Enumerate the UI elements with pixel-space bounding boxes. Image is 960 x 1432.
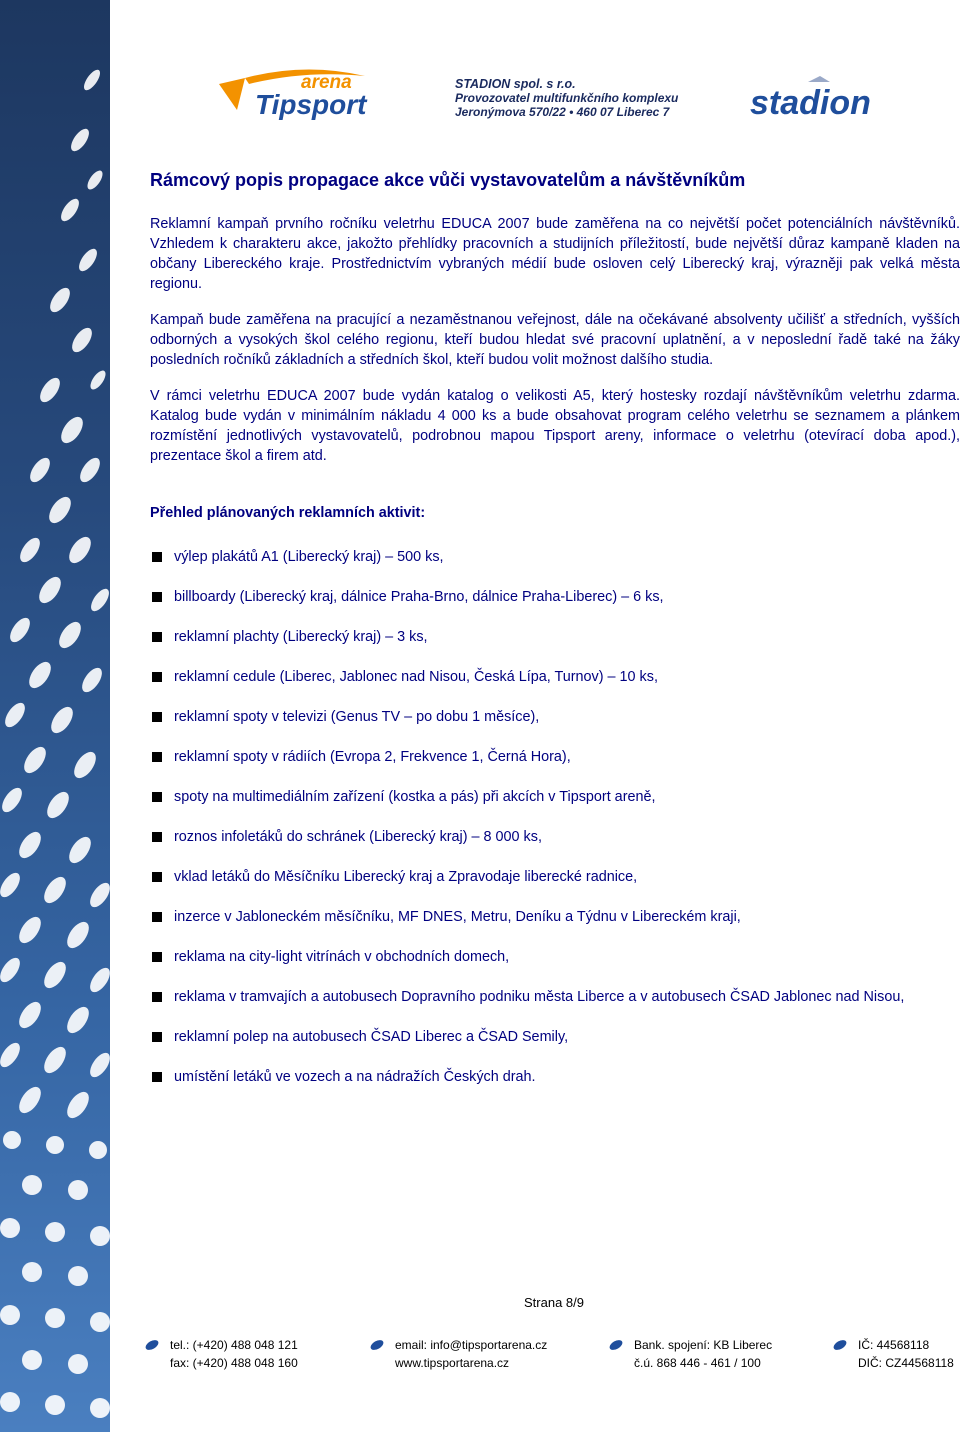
footer-ids (858, 1336, 954, 1372)
company-line-2: Provozovatel multifunkčního komplexu (455, 91, 679, 105)
bullet-square-icon (152, 1032, 162, 1042)
bullet-square-icon (152, 712, 162, 722)
footer-fax: fax: (+420) 488 048 160 (170, 1356, 298, 1370)
bullet-square-icon (152, 632, 162, 642)
paragraph-catalog: V rámci veletrhu EDUCA 2007 bude vydán katalog o velikosti A5, který hostesky rozdají návštěvníkům veletrhu zdarma. Katalog bude vydán v minimálním nákladu 4 000 ks a bude obsahovat program celého veletrhu se seznamem a plánkem rozmístění jednotlivých vystavovatelů, podrobnou mapou Tipsport areny, informace o veletrhu (otevírací doba apod.), prezentace škol a firem atd. (150, 388, 960, 464)
bullet-square-icon (152, 832, 162, 842)
stadion-logo (748, 74, 903, 122)
list-item: roznos infoletáků do schránek (Liberecký kraj) – 8 000 ks, (150, 827, 960, 847)
list-item: spoty na multimediálním zařízení (kostka a pás) při akcích v Tipsport areně, (150, 787, 960, 807)
list-item: inzerce v Jabloneckém měsíčníku, MF DNES, Metru, Deníku a Týdnu v Libereckém kraji, (150, 907, 960, 927)
list-item: reklamní spoty v rádiích (Evropa 2, Frekvence 1, Černá Hora), (150, 747, 960, 767)
document-body (150, 168, 960, 1107)
footer-website[interactable]: www.tipsportarena.cz (395, 1356, 510, 1370)
list-item: výlep plakátů A1 (Liberecký kraj) – 500 ks, (150, 547, 960, 567)
list-item: reklama na city-light vitrínách v obchodních domech, (150, 947, 960, 967)
leaf-bullet-icon (369, 1338, 385, 1352)
list-item: reklamní plachty (Liberecký kraj) – 3 ks, (150, 627, 960, 647)
list-item: billboardy (Liberecký kraj, dálnice Praha-Brno, dálnice Praha-Liberec) – 6 ks, (150, 587, 960, 607)
list-item: umístění letáků ve vozech a na nádražích Českých drah. (150, 1067, 960, 1087)
footer-account: č.ú. 868 446 - 461 / 100 (634, 1356, 761, 1370)
arena-tipsport-logo (215, 66, 375, 124)
company-address: Jeronýmova 570/22 • 460 07 Liberec 7 (455, 105, 670, 119)
footer-bank (634, 1336, 772, 1372)
bullet-square-icon (152, 912, 162, 922)
bullet-square-icon (152, 592, 162, 602)
footer-email[interactable]: email: info@tipsportarena.cz (395, 1338, 548, 1352)
list-item: reklama v tramvajích a autobusech Dopravního podniku města Liberce a v autobusech ČSAD Jablonec nad Nisou, (150, 987, 960, 1007)
page-number: Strana 8/9 (524, 1295, 584, 1310)
paragraph-intro: Reklamní kampaň prvního ročníku veletrhu EDUCA 2007 bude zaměřena na co největší počet potenciálních návštěvníků. Vzhledem k charakteru akce, jakožto přehlídky pracovních a studijních příležitostí, bude největší důraz kampaně kladen na občany Libereckého kraje. Prostřednictvím vybraných médií bude osloven celý Liberecký kraj, výrazněji pak velká města regionu. (150, 216, 960, 292)
leaf-bullet-icon (608, 1338, 624, 1352)
footer-dic: DIČ: CZ44568118 (858, 1356, 954, 1370)
decorative-side-band (0, 0, 110, 1432)
list-item: reklamní cedule (Liberec, Jablonec nad Nisou, Česká Lípa, Turnov) – 10 ks, (150, 667, 960, 687)
band-pattern (0, 0, 110, 1432)
list-item: vklad letáků do Měsíčníku Liberecký kraj a Zpravodaje liberecké radnice, (150, 867, 960, 887)
bullet-square-icon (152, 952, 162, 962)
logo-swoosh-icon (219, 78, 245, 110)
section-heading: Přehled plánovaných reklamních aktivit: (150, 505, 426, 521)
bullet-square-icon (152, 552, 162, 562)
company-name: STADION spol. s r.o. (455, 77, 576, 91)
logo-arena-text: arena (301, 72, 352, 93)
footer (0, 1330, 960, 1380)
page-title: Rámcový popis propagace akce vůči vystavovatelům a návštěvníkům (150, 170, 746, 190)
activity-list (150, 547, 960, 1087)
footer-phone: tel.: (+420) 488 048 121 (170, 1338, 298, 1352)
logo-stadion-text: stadion (750, 84, 871, 122)
bullet-square-icon (152, 992, 162, 1002)
list-item: reklamní spoty v televizi (Genus TV – po dobu 1 měsíce), (150, 707, 960, 727)
logo-tipsport-text: Tipsport (255, 89, 367, 120)
footer-contact-web (395, 1336, 547, 1372)
paragraph-target-groups: Kampaň bude zaměřena na pracující a nezaměstnanou veřejnost, dále na očekávané absolventy učilišť a středních, vyšších odborných a vysokých škol celého regionu, kteří budou hledat své pracovní uplatnění, a v neposlední řadě také na žáky posledních ročníků základních a středních škol, kteří budou volit možnost dalšího studia. (150, 312, 960, 368)
logo-roof-icon (808, 76, 830, 82)
bullet-square-icon (152, 672, 162, 682)
leaf-bullet-icon (832, 1338, 848, 1352)
footer-contact-phone (170, 1336, 298, 1372)
list-item: reklamní polep na autobusech ČSAD Liberec a ČSAD Semily, (150, 1027, 960, 1047)
bullet-square-icon (152, 1072, 162, 1082)
bullet-square-icon (152, 792, 162, 802)
bullet-square-icon (152, 752, 162, 762)
leaf-bullet-icon (144, 1338, 160, 1352)
footer-ico: IČ: 44568118 (858, 1338, 930, 1352)
company-info (455, 77, 715, 119)
bullet-square-icon (152, 872, 162, 882)
footer-bank-name: Bank. spojení: KB Liberec (634, 1338, 773, 1352)
